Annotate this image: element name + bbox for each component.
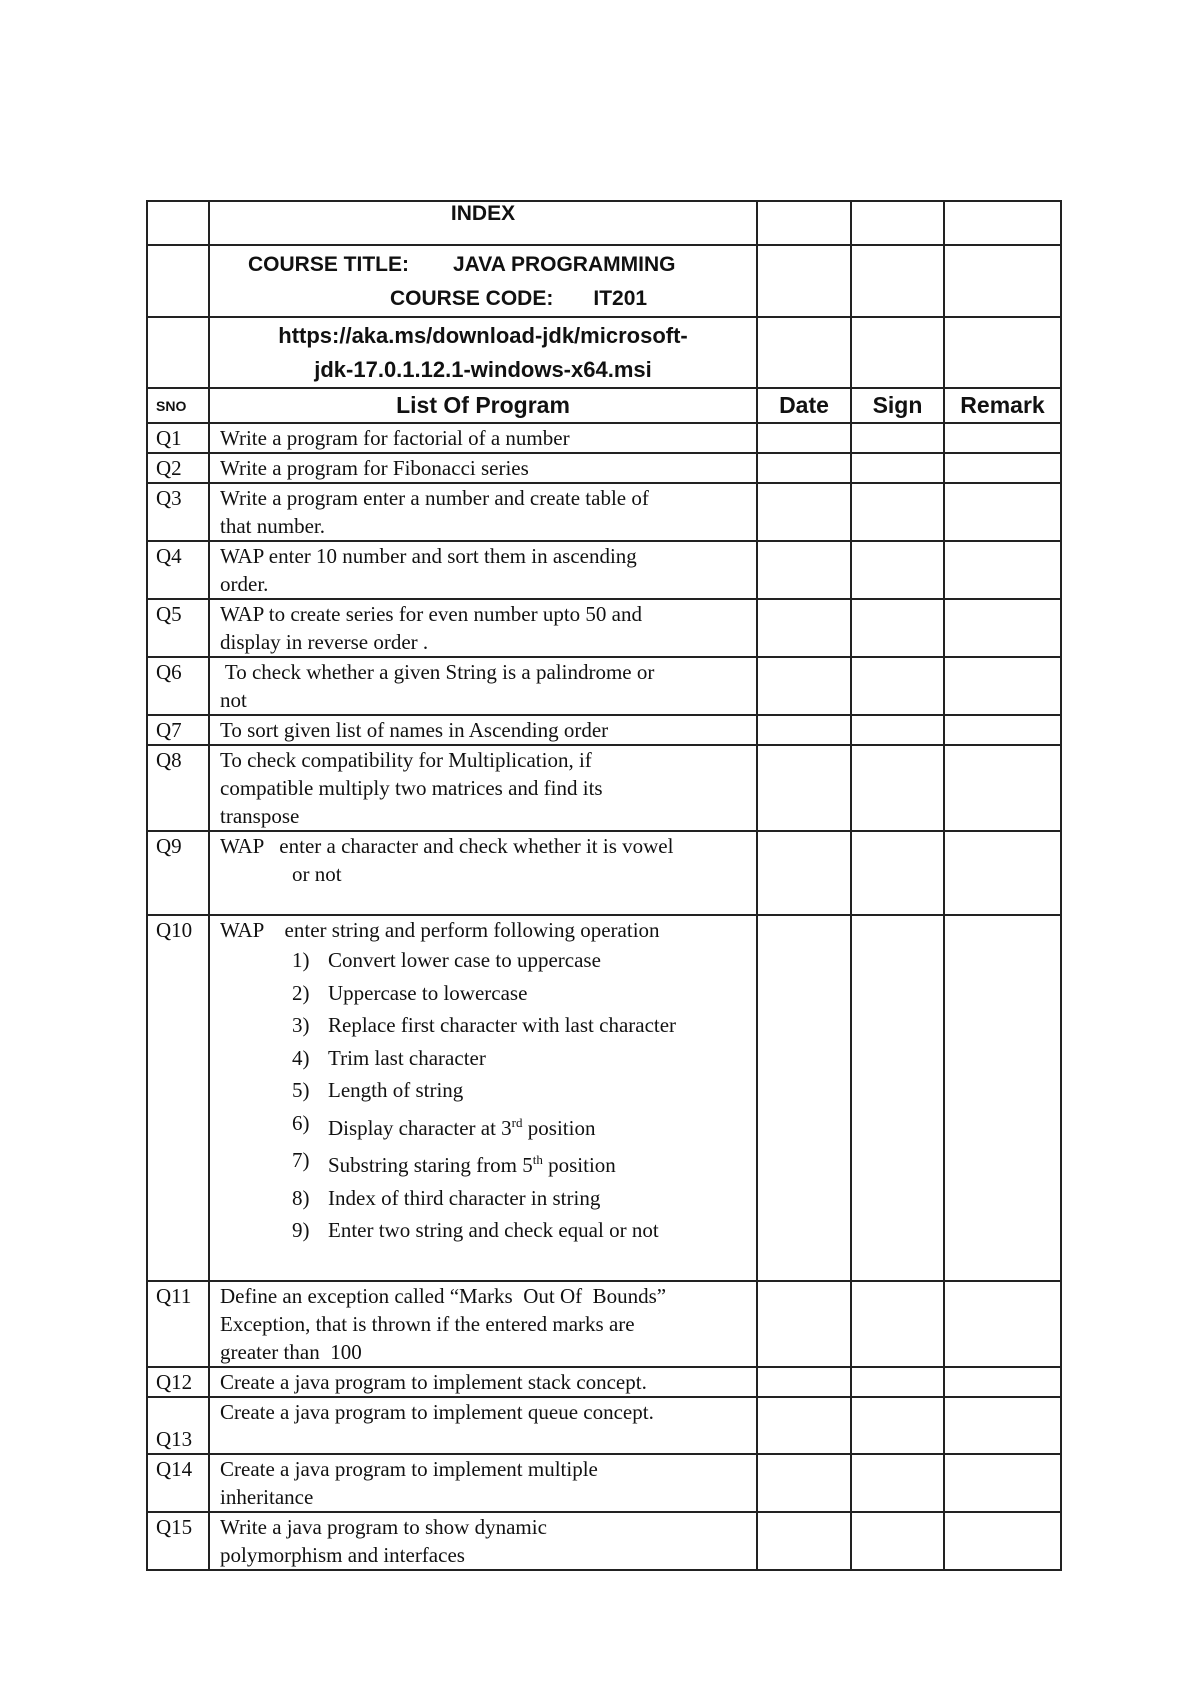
row-program (209, 745, 757, 831)
empty-cell (944, 317, 1061, 388)
row-sno: Q10 (147, 915, 209, 1281)
date-cell (757, 915, 851, 1281)
sign-cell (851, 831, 944, 915)
list-item (292, 944, 750, 977)
remark-cell (944, 715, 1061, 745)
download-url (209, 317, 757, 388)
sign-cell (851, 1367, 944, 1397)
row-program (209, 1367, 757, 1397)
course-info-row (147, 245, 1061, 317)
item-number: 8) (292, 1185, 310, 1210)
remark-cell (944, 483, 1061, 541)
program-line: WAP enter 10 number and sort them in ascending (220, 544, 637, 568)
item-number: 6) (292, 1110, 310, 1135)
item-text-pre: Display character at 3 (328, 1115, 512, 1140)
program-line: Create a java program to implement multiple (220, 1457, 598, 1481)
row-sno: Q6 (147, 657, 209, 715)
program-line: Exception, that is thrown if the entered marks are (220, 1312, 635, 1336)
empty-cell (147, 317, 209, 388)
row-sno: Q3 (147, 483, 209, 541)
list-item (292, 977, 750, 1010)
program-line: Write a program enter a number and create table of (220, 486, 649, 510)
date-cell (757, 1281, 851, 1367)
program-line: or not (292, 862, 342, 886)
program-line: Create a java program to implement queue concept. (220, 1400, 654, 1424)
item-superscript: th (532, 1152, 543, 1167)
item-text: Length of string (328, 1078, 464, 1102)
program-line: To check compatibility for Multiplication, if (220, 748, 592, 772)
program-line: WAP enter a character and check whether it is vowel (220, 834, 674, 858)
date-cell (757, 715, 851, 745)
sign-cell (851, 541, 944, 599)
index-title-row (147, 201, 1061, 245)
program-line: polymorphism and interfaces (220, 1543, 465, 1567)
empty-cell (851, 317, 944, 388)
date-cell (757, 1397, 851, 1454)
program-line: Create a java program to implement stack concept. (220, 1370, 647, 1394)
row-sno: Q4 (147, 541, 209, 599)
column-header-date: Date (757, 388, 851, 423)
date-cell (757, 1512, 851, 1570)
remark-cell (944, 1367, 1061, 1397)
empty-cell (757, 201, 851, 245)
table-row (147, 599, 1061, 657)
empty-cell (757, 317, 851, 388)
table-row (147, 715, 1061, 745)
course-title-label: COURSE TITLE: (248, 253, 409, 276)
row-sno: Q15 (147, 1512, 209, 1570)
row-sno: Q14 (147, 1454, 209, 1512)
program-line: display in reverse order . (220, 630, 429, 654)
program-line: compatible multiply two matrices and find its (220, 776, 603, 800)
item-number: 7) (292, 1148, 310, 1172)
item-text-post: position (522, 1115, 596, 1140)
row-sno: Q9 (147, 831, 209, 915)
remark-cell (944, 423, 1061, 453)
column-header-row (147, 388, 1061, 423)
item-text (328, 1144, 616, 1182)
program-line: order. (220, 572, 269, 596)
empty-cell (851, 245, 944, 317)
row-program (209, 1397, 757, 1454)
course-title-line (248, 248, 756, 282)
row-program (209, 1454, 757, 1512)
index-table (146, 200, 1062, 1571)
sign-cell (851, 599, 944, 657)
item-superscript: rd (511, 1114, 523, 1130)
item-number: 2) (292, 980, 310, 1005)
column-header-program: List Of Program (209, 388, 757, 423)
sign-cell (851, 715, 944, 745)
program-line: To sort given list of names in Ascending order (220, 718, 609, 742)
table-row (147, 831, 1061, 915)
program-line: Write a program for Fibonacci series (220, 456, 529, 480)
table-row (147, 1281, 1061, 1367)
remark-cell (944, 831, 1061, 915)
table-row (147, 541, 1061, 599)
table-row (147, 915, 1061, 1281)
table-row (147, 745, 1061, 831)
row-program (209, 831, 757, 915)
course-info (209, 245, 757, 317)
row-sno: Q2 (147, 453, 209, 483)
item-text: Convert lower case to uppercase (328, 948, 601, 972)
table-row (147, 453, 1061, 483)
list-item (292, 1074, 750, 1107)
item-text: Replace first character with last character (328, 1013, 677, 1037)
row-program (209, 599, 757, 657)
course-code-line (248, 282, 756, 316)
remark-cell (944, 915, 1061, 1281)
course-title-value: JAVA PROGRAMMING (453, 253, 676, 276)
empty-cell (944, 245, 1061, 317)
row-sno: Q13 (147, 1397, 209, 1454)
empty-cell (147, 201, 209, 245)
row-program (209, 423, 757, 453)
list-item (292, 1042, 750, 1075)
item-text: Uppercase to lowercase (328, 980, 528, 1005)
program-line: inheritance (220, 1485, 314, 1509)
program-line: greater than 100 (220, 1340, 362, 1364)
item-number: 9) (292, 1218, 310, 1242)
index-title: INDEX (209, 201, 757, 245)
date-cell (757, 423, 851, 453)
row-sno: Q11 (147, 1281, 209, 1367)
program-line: WAP to create series for even number upto 50 and (220, 602, 642, 626)
sign-cell (851, 745, 944, 831)
remark-cell (944, 541, 1061, 599)
row-program (209, 483, 757, 541)
empty-cell (147, 245, 209, 317)
url-line-1: https://aka.ms/download-jdk/microsoft- (278, 323, 688, 348)
table-row (147, 1454, 1061, 1512)
sign-cell (851, 483, 944, 541)
remark-cell (944, 1281, 1061, 1367)
sign-cell (851, 1512, 944, 1570)
item-number: 5) (292, 1078, 310, 1102)
date-cell (757, 1367, 851, 1397)
row-sno: Q1 (147, 423, 209, 453)
program-line: not (220, 688, 247, 712)
program-line: transpose (220, 804, 300, 828)
row-program (209, 453, 757, 483)
table-row (147, 483, 1061, 541)
program-line: that number. (220, 514, 325, 538)
course-code-value: IT201 (593, 287, 648, 310)
row-program (209, 915, 757, 1281)
date-cell (757, 831, 851, 915)
download-url-row (147, 317, 1061, 388)
url-line-2: jdk-17.0.1.12.1-windows-x64.msi (314, 357, 652, 382)
item-text (328, 1107, 595, 1145)
date-cell (757, 599, 851, 657)
list-item (292, 1214, 750, 1247)
date-cell (757, 453, 851, 483)
remark-cell (944, 1512, 1061, 1570)
remark-cell (944, 599, 1061, 657)
remark-cell (944, 1397, 1061, 1454)
sign-cell (851, 453, 944, 483)
date-cell (757, 745, 851, 831)
item-text: Index of third character in string (328, 1185, 601, 1210)
list-item (292, 1182, 750, 1215)
empty-cell (944, 201, 1061, 245)
row-program (209, 715, 757, 745)
sign-cell (851, 1281, 944, 1367)
table-row (147, 1512, 1061, 1570)
item-number: 3) (292, 1013, 310, 1037)
row-program (209, 541, 757, 599)
column-header-sno: SNO (147, 388, 209, 423)
program-line: Write a java program to show dynamic (220, 1515, 547, 1539)
sign-cell (851, 1454, 944, 1512)
row-sno: Q7 (147, 715, 209, 745)
item-text-pre: Substring staring from 5 (328, 1153, 533, 1177)
program-line: To check whether a given String is a palindrome or (220, 660, 655, 684)
date-cell (757, 1454, 851, 1512)
empty-cell (851, 201, 944, 245)
empty-cell (757, 245, 851, 317)
sign-cell (851, 657, 944, 715)
date-cell (757, 483, 851, 541)
date-cell (757, 541, 851, 599)
item-number: 1) (292, 948, 310, 972)
sign-cell (851, 1397, 944, 1454)
item-text: Trim last character (328, 1045, 486, 1070)
sign-cell (851, 915, 944, 1281)
string-operations-list (220, 944, 750, 1247)
table-row (147, 1397, 1061, 1454)
sign-cell (851, 423, 944, 453)
list-item (292, 1144, 750, 1182)
row-program (209, 1281, 757, 1367)
row-sno: Q8 (147, 745, 209, 831)
item-text-post: position (542, 1153, 616, 1177)
row-program (209, 657, 757, 715)
item-text: Enter two string and check equal or not (328, 1218, 659, 1242)
date-cell (757, 657, 851, 715)
remark-cell (944, 745, 1061, 831)
list-item (292, 1107, 750, 1145)
row-sno: Q5 (147, 599, 209, 657)
column-header-sign: Sign (851, 388, 944, 423)
list-item (292, 1009, 750, 1042)
course-code-label: COURSE CODE: (390, 287, 554, 310)
item-number: 4) (292, 1045, 310, 1070)
column-header-remark: Remark (944, 388, 1061, 423)
table-row (147, 1367, 1061, 1397)
remark-cell (944, 1454, 1061, 1512)
program-line: Write a program for factorial of a number (220, 426, 570, 450)
table-row (147, 657, 1061, 715)
row-program (209, 1512, 757, 1570)
remark-cell (944, 453, 1061, 483)
program-line: Define an exception called “Marks Out Of Bounds” (220, 1284, 667, 1308)
row-sno: Q12 (147, 1367, 209, 1397)
program-line: WAP enter string and perform following operation (220, 918, 660, 942)
remark-cell (944, 657, 1061, 715)
table-row (147, 423, 1061, 453)
